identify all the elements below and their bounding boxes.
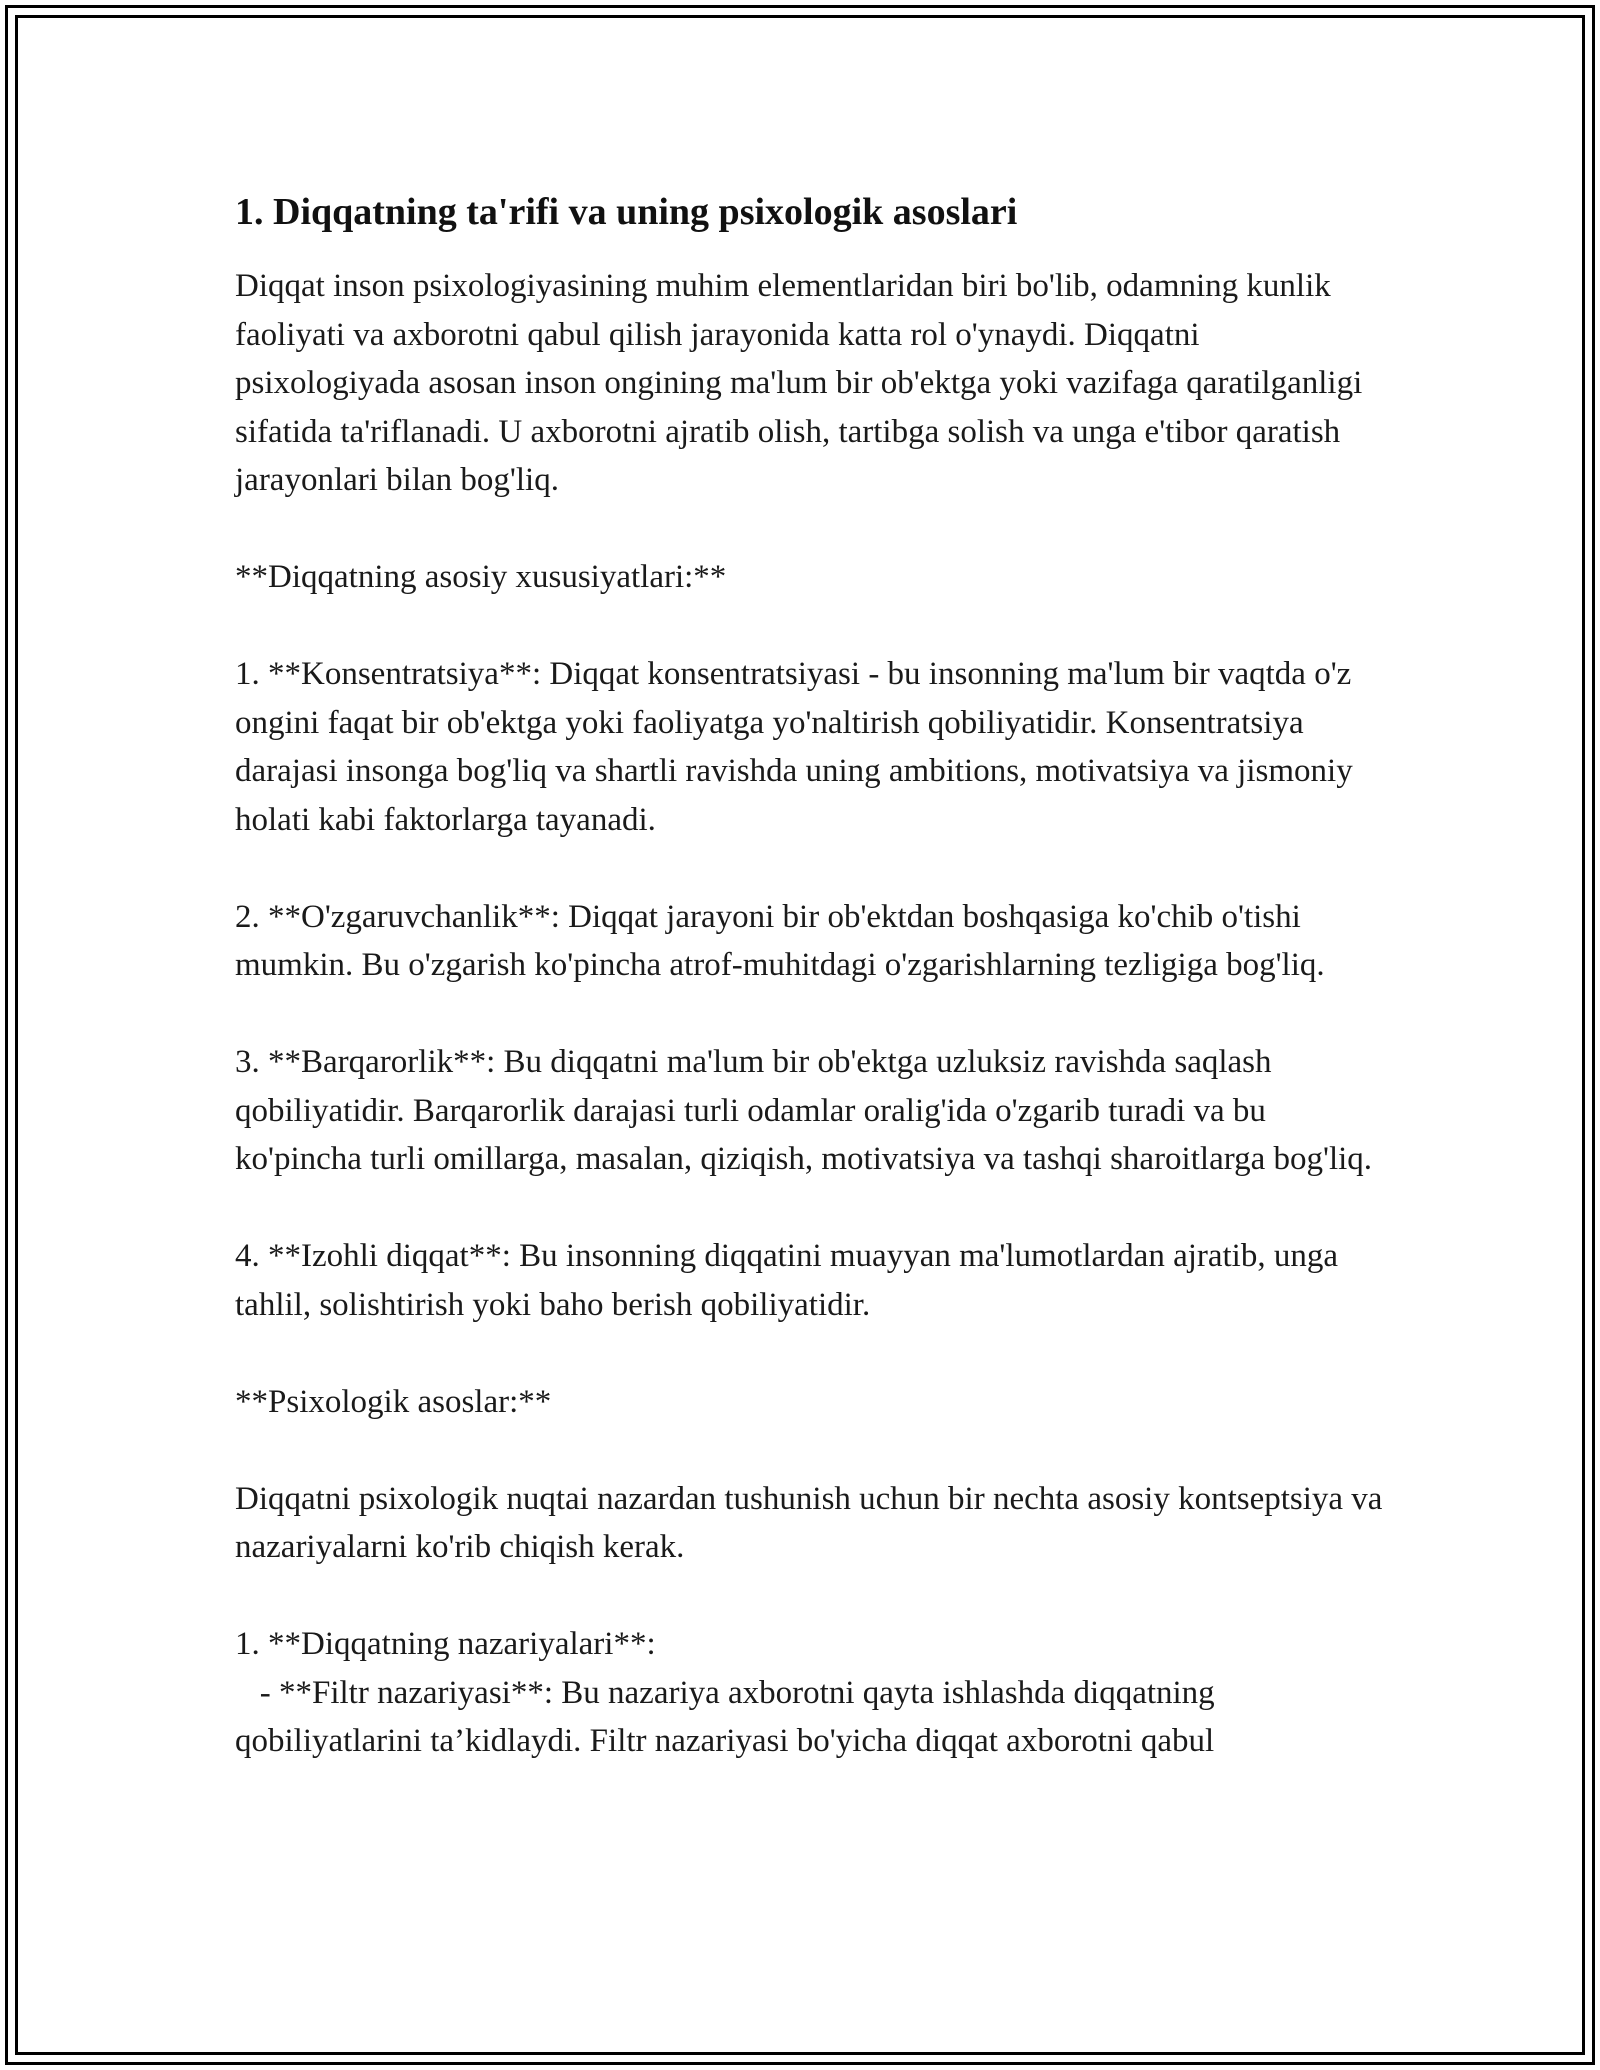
list-item-theories: 1. **Diqqatning nazariyalari**: - **Filtr nazariyasi**: Bu nazariya axborotni qayta ishlashda diqqatning qobiliyatlarini ta’kidlaydi. Filtr nazariyasi bo'yicha diqqat axborotni qabul [235,1626,1215,1759]
section-heading: 1. Diqqatning ta'rifi va uning psixologik asoslari [235,191,1018,233]
foundations-subheading: **Psixologik asoslar:** [235,1383,552,1420]
list-item-variability: 2. **O'zgaruvchanlik**: Diqqat jarayoni bir ob'ektdan boshqasiga ko'chib o'tishi mumkin. Bu o'zgarish ko'pincha atrof-muhitdagi o'zgarishlarning tezligiga bog'liq. [235,898,1325,983]
foundations-paragraph: Diqqatni psixologik nuqtai nazardan tushunish uchun bir nechta asosiy kontseptsiya va nazariyalarni ko'rib chiqish kerak. [235,1480,1391,1565]
document-body [235,188,1391,1766]
intro-paragraph: Diqqat inson psixologiyasining muhim elementlaridan biri bo'lib, odamning kunlik faoliyati va axborotni qabul qilish jarayonida katta rol o'ynaydi. Diqqatni psixologiyada asosan inson ongining ma'lum bir ob'ektga yoki vazifaga qaratilganligi sifatida ta'riflanadi. U axborotni ajratib olish, tartibga solish va unga e'tibor qaratish jarayonlari bilan bog'liq. [235,268,1371,498]
list-item-concentration: 1. **Konsentratsiya**: Diqqat konsentratsiyasi - bu insonning ma'lum bir vaqtda o'z ongini faqat bir ob'ektga yoki faoliyatga yo'naltirish qobiliyatidir. Konsentratsiya darajasi insonga bog'liq va shartli ravishda uning ambitions, motivatsiya va jismoniy holati kabi faktorlarga tayanadi. [235,656,1361,838]
list-item-explanatory-attention: 4. **Izohli diqqat**: Bu insonning diqqatini muayyan ma'lumotlardan ajratib, unga tahlil, solishtirish yoki baho berish qobiliyatidir. [235,1238,1347,1323]
list-item-stability: 3. **Barqarorlik**: Bu diqqatni ma'lum bir ob'ektga uzluksiz ravishda saqlash qobiliyatidir. Barqarorlik darajasi turli odamlar oralig'ida o'zgarib turadi va bu ko'pincha turli omillarga, masalan, qiziqish, motivatsiya va tashqi sharoitlarga bog'liq. [235,1044,1373,1177]
features-subheading: **Diqqatning asosiy xususiyatlari:** [235,559,727,595]
